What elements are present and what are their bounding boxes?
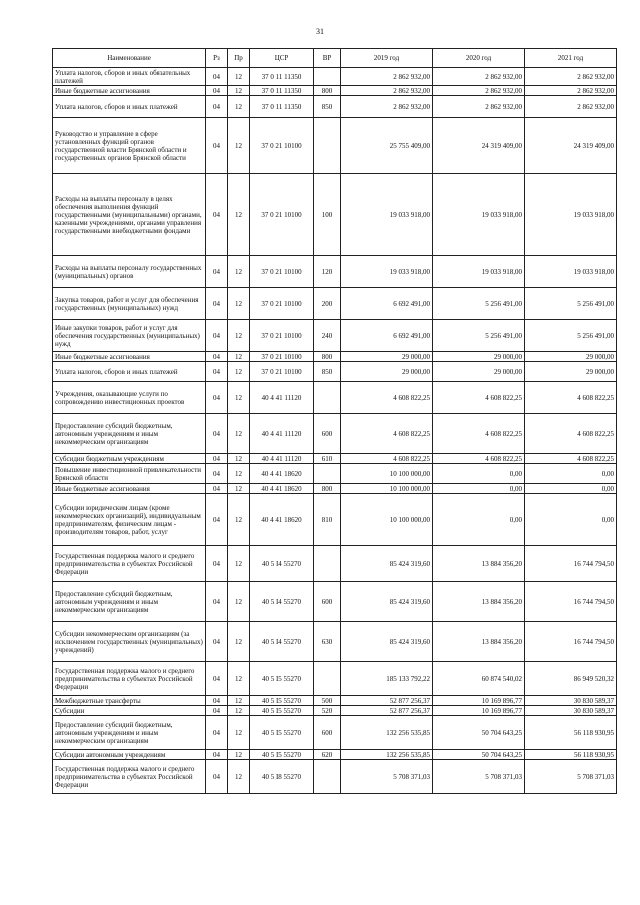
- row-pr: 12: [228, 696, 250, 706]
- row-rz: 04: [206, 494, 228, 546]
- row-pr: 12: [228, 382, 250, 414]
- row-name: Государственная поддержка малого и среднего предпринимательства в субъектах Российской Федерации: [53, 760, 206, 794]
- row-2019: 85 424 319,60: [341, 582, 433, 622]
- row-vr: 600: [314, 716, 341, 750]
- row-2020: 4 608 822,25: [433, 454, 525, 464]
- row-pr: 12: [228, 716, 250, 750]
- row-2020: 5 256 491,00: [433, 288, 525, 320]
- row-name: Уплата налогов, сборов и иных обязательных платежей: [53, 68, 206, 86]
- row-csr: 40 5 I5 55270: [250, 750, 314, 760]
- row-vr: 120: [314, 256, 341, 288]
- table-row: [53, 622, 617, 662]
- row-2019: 2 862 932,00: [341, 86, 433, 96]
- row-2019: 10 100 000,00: [341, 484, 433, 494]
- row-2020: 4 608 822,25: [433, 382, 525, 414]
- row-vr: 810: [314, 494, 341, 546]
- row-name: Расходы на выплаты персоналу государственных (муниципальных) органов: [53, 256, 206, 288]
- row-2020: 0,00: [433, 484, 525, 494]
- row-vr: 850: [314, 96, 341, 118]
- row-2020: 19 033 918,00: [433, 256, 525, 288]
- table-row: [53, 760, 617, 794]
- row-2020: 50 704 643,25: [433, 750, 525, 760]
- row-pr: 12: [228, 494, 250, 546]
- row-rz: 04: [206, 320, 228, 352]
- row-pr: 12: [228, 86, 250, 96]
- row-csr: 40 5 I5 55270: [250, 696, 314, 706]
- table-row: [53, 662, 617, 696]
- row-vr: 520: [314, 706, 341, 716]
- row-2019: 4 608 822,25: [341, 454, 433, 464]
- row-name: Уплата налогов, сборов и иных платежей: [53, 362, 206, 382]
- row-csr: 40 4 41 11120: [250, 454, 314, 464]
- table-row: [53, 494, 617, 546]
- row-csr: 37 0 21 10100: [250, 174, 314, 256]
- row-2019: 10 100 000,00: [341, 494, 433, 546]
- table-row: [53, 256, 617, 288]
- row-pr: 12: [228, 362, 250, 382]
- table-row: [53, 86, 617, 96]
- table-row: [53, 546, 617, 582]
- row-2021: 4 608 822,25: [525, 414, 617, 454]
- row-csr: 40 5 I5 55270: [250, 662, 314, 696]
- row-2021: 16 744 794,50: [525, 622, 617, 662]
- row-2021: 2 862 932,00: [525, 96, 617, 118]
- row-vr: 600: [314, 582, 341, 622]
- row-name: Субсидии: [53, 706, 206, 716]
- row-name: Иные бюджетные ассигнования: [53, 352, 206, 362]
- row-pr: 12: [228, 454, 250, 464]
- row-2021: 5 256 491,00: [525, 320, 617, 352]
- row-rz: 04: [206, 382, 228, 414]
- row-vr: 240: [314, 320, 341, 352]
- row-name: Предоставление субсидий бюджетным, автономным учреждениям и иным некоммерческим организациям: [53, 414, 206, 454]
- row-2021: 5 256 491,00: [525, 288, 617, 320]
- row-2021: 5 708 371,03: [525, 760, 617, 794]
- row-vr: 800: [314, 484, 341, 494]
- row-name: Государственная поддержка малого и среднего предпринимательства в субъектах Российской Федерации: [53, 662, 206, 696]
- row-2020: 2 862 932,00: [433, 96, 525, 118]
- row-vr: 200: [314, 288, 341, 320]
- row-2019: 4 608 822,25: [341, 382, 433, 414]
- row-csr: 37 0 21 10100: [250, 256, 314, 288]
- row-name: Субсидии некоммерческим организациям (за исключением государственных (муниципальных) учреждений): [53, 622, 206, 662]
- row-rz: 04: [206, 716, 228, 750]
- header-csr: ЦСР: [250, 49, 314, 68]
- row-2019: 29 000,00: [341, 352, 433, 362]
- row-csr: 37 0 11 11350: [250, 96, 314, 118]
- row-2021: 0,00: [525, 494, 617, 546]
- row-csr: 37 0 21 10100: [250, 118, 314, 174]
- row-rz: 04: [206, 464, 228, 484]
- row-2020: 4 608 822,25: [433, 414, 525, 454]
- row-pr: 12: [228, 582, 250, 622]
- row-2019: 185 133 792,22: [341, 662, 433, 696]
- table-row: [53, 750, 617, 760]
- table-row: [53, 716, 617, 750]
- row-csr: 40 5 I5 55270: [250, 706, 314, 716]
- row-2021: 4 608 822,25: [525, 382, 617, 414]
- row-2021: 0,00: [525, 464, 617, 484]
- row-2020: 5 708 371,03: [433, 760, 525, 794]
- row-rz: 04: [206, 414, 228, 454]
- row-csr: 37 0 11 11350: [250, 68, 314, 86]
- row-2019: 25 755 409,00: [341, 118, 433, 174]
- row-name: Межбюджетные трансферты: [53, 696, 206, 706]
- row-pr: 12: [228, 414, 250, 454]
- row-name: Закупка товаров, работ и услуг для обеспечения государственных (муниципальных) нужд: [53, 288, 206, 320]
- row-csr: 37 0 21 10100: [250, 320, 314, 352]
- table-row: [53, 288, 617, 320]
- row-csr: 40 4 41 18620: [250, 484, 314, 494]
- row-vr: [314, 546, 341, 582]
- table-row: [53, 582, 617, 622]
- header-name: Наименование: [53, 49, 206, 68]
- row-2021: 30 830 589,37: [525, 706, 617, 716]
- row-vr: 600: [314, 414, 341, 454]
- row-pr: 12: [228, 464, 250, 484]
- row-rz: 04: [206, 256, 228, 288]
- row-csr: 40 4 41 11120: [250, 382, 314, 414]
- row-2020: 60 874 540,02: [433, 662, 525, 696]
- row-pr: 12: [228, 96, 250, 118]
- row-2020: 2 862 932,00: [433, 68, 525, 86]
- row-pr: 12: [228, 750, 250, 760]
- row-name: Государственная поддержка малого и среднего предпринимательства в субъектах Российской Федерации: [53, 546, 206, 582]
- row-vr: [314, 662, 341, 696]
- row-rz: 04: [206, 288, 228, 320]
- row-rz: 04: [206, 484, 228, 494]
- row-2020: 29 000,00: [433, 352, 525, 362]
- row-2019: 29 000,00: [341, 362, 433, 382]
- row-name: Иные бюджетные ассигнования: [53, 86, 206, 96]
- row-2021: 2 862 932,00: [525, 68, 617, 86]
- row-rz: 04: [206, 118, 228, 174]
- header-2020: 2020 год: [433, 49, 525, 68]
- row-name: Предоставление субсидий бюджетным, автономным учреждениям и иным некоммерческим организациям: [53, 716, 206, 750]
- row-csr: 40 5 I4 55270: [250, 546, 314, 582]
- row-name: Субсидии юридическим лицам (кроме некоммерческих организаций), индивидуальным предпринимателям, физическим лицам - производителям товаров, работ, услуг: [53, 494, 206, 546]
- row-2019: 19 033 918,00: [341, 174, 433, 256]
- table-row: [53, 320, 617, 352]
- row-rz: 04: [206, 86, 228, 96]
- table-row: [53, 362, 617, 382]
- table-row: [53, 464, 617, 484]
- row-pr: 12: [228, 706, 250, 716]
- row-pr: 12: [228, 256, 250, 288]
- row-2021: 0,00: [525, 484, 617, 494]
- header-pr: Пр: [228, 49, 250, 68]
- row-2020: 0,00: [433, 494, 525, 546]
- row-vr: [314, 68, 341, 86]
- row-2021: 19 033 918,00: [525, 174, 617, 256]
- row-name: Расходы на выплаты персоналу в целях обеспечения выполнения функций государственными (муниципальными) органами, казенными учреждениями, органами управления государственными внебюджетными фондами: [53, 174, 206, 256]
- row-2019: 132 256 535,85: [341, 716, 433, 750]
- row-2020: 5 256 491,00: [433, 320, 525, 352]
- row-2020: 29 000,00: [433, 362, 525, 382]
- table-row: [53, 382, 617, 414]
- row-2021: 2 862 932,00: [525, 86, 617, 96]
- row-2020: 10 169 896,77: [433, 696, 525, 706]
- row-2021: 16 744 794,50: [525, 546, 617, 582]
- table-row: [53, 414, 617, 454]
- row-name: Повышение инвестиционной привлекательности Брянской области: [53, 464, 206, 484]
- row-2019: 132 256 535,85: [341, 750, 433, 760]
- row-rz: 04: [206, 96, 228, 118]
- row-2021: 30 830 589,37: [525, 696, 617, 706]
- row-vr: 500: [314, 696, 341, 706]
- row-csr: 37 0 11 11350: [250, 86, 314, 96]
- row-2020: 0,00: [433, 464, 525, 484]
- row-2021: 24 319 409,00: [525, 118, 617, 174]
- row-rz: 04: [206, 750, 228, 760]
- row-pr: 12: [228, 174, 250, 256]
- row-csr: 40 4 41 18620: [250, 494, 314, 546]
- row-rz: 04: [206, 174, 228, 256]
- row-pr: 12: [228, 760, 250, 794]
- table-row: [53, 706, 617, 716]
- row-vr: 800: [314, 352, 341, 362]
- row-2021: 29 000,00: [525, 362, 617, 382]
- table-row: [53, 484, 617, 494]
- row-name: Уплата налогов, сборов и иных платежей: [53, 96, 206, 118]
- row-pr: 12: [228, 662, 250, 696]
- row-vr: [314, 118, 341, 174]
- row-2021: 19 033 918,00: [525, 256, 617, 288]
- row-2021: 86 949 520,32: [525, 662, 617, 696]
- row-vr: 630: [314, 622, 341, 662]
- row-pr: 12: [228, 546, 250, 582]
- row-2020: 2 862 932,00: [433, 86, 525, 96]
- row-name: Иные бюджетные ассигнования: [53, 484, 206, 494]
- row-2021: 16 744 794,50: [525, 582, 617, 622]
- table-row: [53, 696, 617, 706]
- row-pr: 12: [228, 320, 250, 352]
- row-2020: 13 884 356,20: [433, 582, 525, 622]
- row-2019: 19 033 918,00: [341, 256, 433, 288]
- row-vr: 850: [314, 362, 341, 382]
- row-rz: 04: [206, 582, 228, 622]
- row-2020: 19 033 918,00: [433, 174, 525, 256]
- header-vr: ВР: [314, 49, 341, 68]
- row-2019: 10 100 000,00: [341, 464, 433, 484]
- row-2019: 52 877 256,37: [341, 706, 433, 716]
- row-name: Руководство и управление в сфере установленных функций органов государственной власти Брянской области и государственных органов Брянской области: [53, 118, 206, 174]
- row-rz: 04: [206, 696, 228, 706]
- row-2020: 13 884 356,20: [433, 622, 525, 662]
- row-name: Предоставление субсидий бюджетным, автономным учреждениям и иным некоммерческим организациям: [53, 582, 206, 622]
- row-vr: 620: [314, 750, 341, 760]
- row-2020: 13 884 356,20: [433, 546, 525, 582]
- row-2021: 29 000,00: [525, 352, 617, 362]
- budget-table: [52, 48, 617, 794]
- row-rz: 04: [206, 352, 228, 362]
- table-row: [53, 174, 617, 256]
- row-csr: 40 4 41 18620: [250, 464, 314, 484]
- row-2019: 6 692 491,00: [341, 320, 433, 352]
- row-csr: 37 0 21 10100: [250, 288, 314, 320]
- row-2020: 50 704 643,25: [433, 716, 525, 750]
- table-row: [53, 118, 617, 174]
- header-2019: 2019 год: [341, 49, 433, 68]
- row-2019: 2 862 932,00: [341, 68, 433, 86]
- row-rz: 04: [206, 662, 228, 696]
- row-csr: 40 5 I5 55270: [250, 716, 314, 750]
- table-row: [53, 68, 617, 86]
- row-2019: 4 608 822,25: [341, 414, 433, 454]
- table-row: [53, 96, 617, 118]
- row-rz: 04: [206, 454, 228, 464]
- row-2019: 6 692 491,00: [341, 288, 433, 320]
- row-2021: 56 118 930,95: [525, 716, 617, 750]
- row-pr: 12: [228, 484, 250, 494]
- page-number: 31: [316, 27, 324, 36]
- row-2021: 4 608 822,25: [525, 454, 617, 464]
- row-rz: 04: [206, 622, 228, 662]
- row-pr: 12: [228, 352, 250, 362]
- row-rz: 04: [206, 706, 228, 716]
- row-name: Учреждения, оказывающие услуги по сопровождению инвестиционных проектов: [53, 382, 206, 414]
- row-rz: 04: [206, 760, 228, 794]
- row-name: Субсидии автономным учреждениям: [53, 750, 206, 760]
- row-name: Иные закупки товаров, работ и услуг для обеспечения государственных (муниципальных) нужд: [53, 320, 206, 352]
- row-csr: 40 5 I4 55270: [250, 582, 314, 622]
- row-vr: 800: [314, 86, 341, 96]
- row-rz: 04: [206, 362, 228, 382]
- row-2020: 24 319 409,00: [433, 118, 525, 174]
- row-vr: 610: [314, 454, 341, 464]
- row-pr: 12: [228, 622, 250, 662]
- header-2021: 2021 год: [525, 49, 617, 68]
- row-2019: 5 708 371,03: [341, 760, 433, 794]
- row-csr: 37 0 21 10100: [250, 362, 314, 382]
- table-row: [53, 352, 617, 362]
- row-vr: 100: [314, 174, 341, 256]
- row-2019: 52 877 256,37: [341, 696, 433, 706]
- row-name: Субсидии бюджетным учреждениям: [53, 454, 206, 464]
- row-rz: 04: [206, 546, 228, 582]
- row-csr: 40 5 I8 55270: [250, 760, 314, 794]
- row-csr: 37 0 21 10100: [250, 352, 314, 362]
- table-row: [53, 454, 617, 464]
- row-csr: 40 4 41 11120: [250, 414, 314, 454]
- row-vr: [314, 382, 341, 414]
- row-2019: 85 424 319,60: [341, 546, 433, 582]
- row-2020: 10 169 896,77: [433, 706, 525, 716]
- row-pr: 12: [228, 68, 250, 86]
- row-2021: 56 118 930,95: [525, 750, 617, 760]
- row-2019: 85 424 319,60: [341, 622, 433, 662]
- table-header-row: [53, 49, 617, 68]
- row-vr: [314, 760, 341, 794]
- header-rz: Рз: [206, 49, 228, 68]
- row-pr: 12: [228, 288, 250, 320]
- row-csr: 40 5 I4 55270: [250, 622, 314, 662]
- row-2019: 2 862 932,00: [341, 96, 433, 118]
- row-rz: 04: [206, 68, 228, 86]
- row-vr: [314, 464, 341, 484]
- row-pr: 12: [228, 118, 250, 174]
